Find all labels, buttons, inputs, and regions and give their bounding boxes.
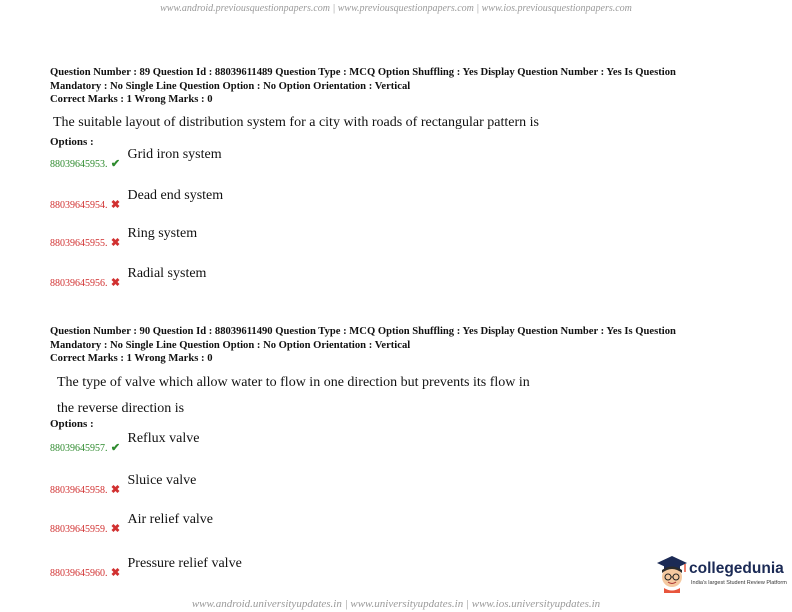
option-id: 88039645960.: [50, 568, 108, 579]
question-89-meta: [50, 66, 750, 107]
option-text: Radial system: [127, 266, 207, 281]
correct-check-icon: ✔: [110, 442, 121, 454]
question-89-text: The suitable layout of distribution system for a city with roads of rectangular pattern is: [53, 115, 539, 130]
option-id: 88039645956.: [50, 278, 108, 289]
options-label: Options :: [50, 418, 94, 430]
watermark-bottom: www.android.universityupdates.in | www.universityupdates.in | www.ios.universityupdates.in: [191, 598, 601, 610]
option-text: Dead end system: [127, 188, 224, 203]
option-88039645956: [50, 266, 207, 291]
option-id: 88039645955.: [50, 238, 108, 249]
options-label: Options :: [50, 136, 94, 148]
logo-wordmark: collegedunia: [689, 560, 784, 577]
option-88039645953: [50, 147, 222, 172]
graduate-mascot-icon: [656, 555, 688, 593]
wrong-cross-icon: ✖: [110, 199, 121, 211]
correct-check-icon: ✔: [110, 158, 121, 170]
question-90-meta: [50, 325, 750, 366]
option-text: Reflux valve: [127, 431, 200, 446]
collegedunia-logo: [656, 553, 792, 597]
question-meta-line2: Mandatory : No Single Line Question Option : No Option Orientation : Vertical: [50, 80, 411, 92]
wrong-cross-icon: ✖: [110, 484, 121, 496]
watermark-top: www.android.previousquestionpapers.com | www.previousquestionpapers.com | www.ios.previousquestionpapers.com: [160, 3, 632, 14]
option-text: Grid iron system: [127, 147, 222, 162]
option-id: 88039645954.: [50, 200, 108, 211]
question-marks: Correct Marks : 1 Wrong Marks : 0: [50, 353, 213, 364]
option-text: Ring system: [127, 226, 198, 241]
option-88039645957: [50, 431, 200, 456]
option-id: 88039645958.: [50, 485, 108, 496]
wrong-cross-icon: ✖: [110, 277, 121, 289]
option-88039645958: [50, 473, 197, 498]
option-text: Air relief valve: [127, 512, 214, 527]
option-id: 88039645959.: [50, 524, 108, 535]
option-88039645960: [50, 556, 242, 581]
option-text: Pressure relief valve: [127, 556, 242, 571]
wrong-cross-icon: ✖: [110, 567, 121, 579]
question-meta-line1: Question Number : 90 Question Id : 88039611490 Question Type : MCQ Option Shuffling : Yes Display Question Number : Yes Is Question: [50, 326, 676, 337]
question-90-text-line2: the reverse direction is: [57, 401, 185, 416]
option-88039645955: [50, 226, 198, 251]
wrong-cross-icon: ✖: [110, 237, 121, 249]
question-meta-line1: Question Number : 89 Question Id : 88039611489 Question Type : MCQ Option Shuffling : Yes Display Question Number : Yes Is Question: [50, 67, 676, 78]
option-88039645959: [50, 512, 214, 537]
question-90-text-line1: The type of valve which allow water to flow in one direction but prevents its flow in: [57, 375, 530, 390]
question-meta-line2: Mandatory : No Single Line Question Option : No Option Orientation : Vertical: [50, 339, 411, 351]
option-id: 88039645957.: [50, 443, 108, 454]
question-marks: Correct Marks : 1 Wrong Marks : 0: [50, 94, 213, 105]
option-88039645954: [50, 188, 224, 213]
option-text: Sluice valve: [127, 473, 197, 488]
logo-tagline: India's largest Student Review Platform: [691, 580, 787, 586]
option-id: 88039645953.: [50, 159, 108, 170]
wrong-cross-icon: ✖: [110, 523, 121, 535]
